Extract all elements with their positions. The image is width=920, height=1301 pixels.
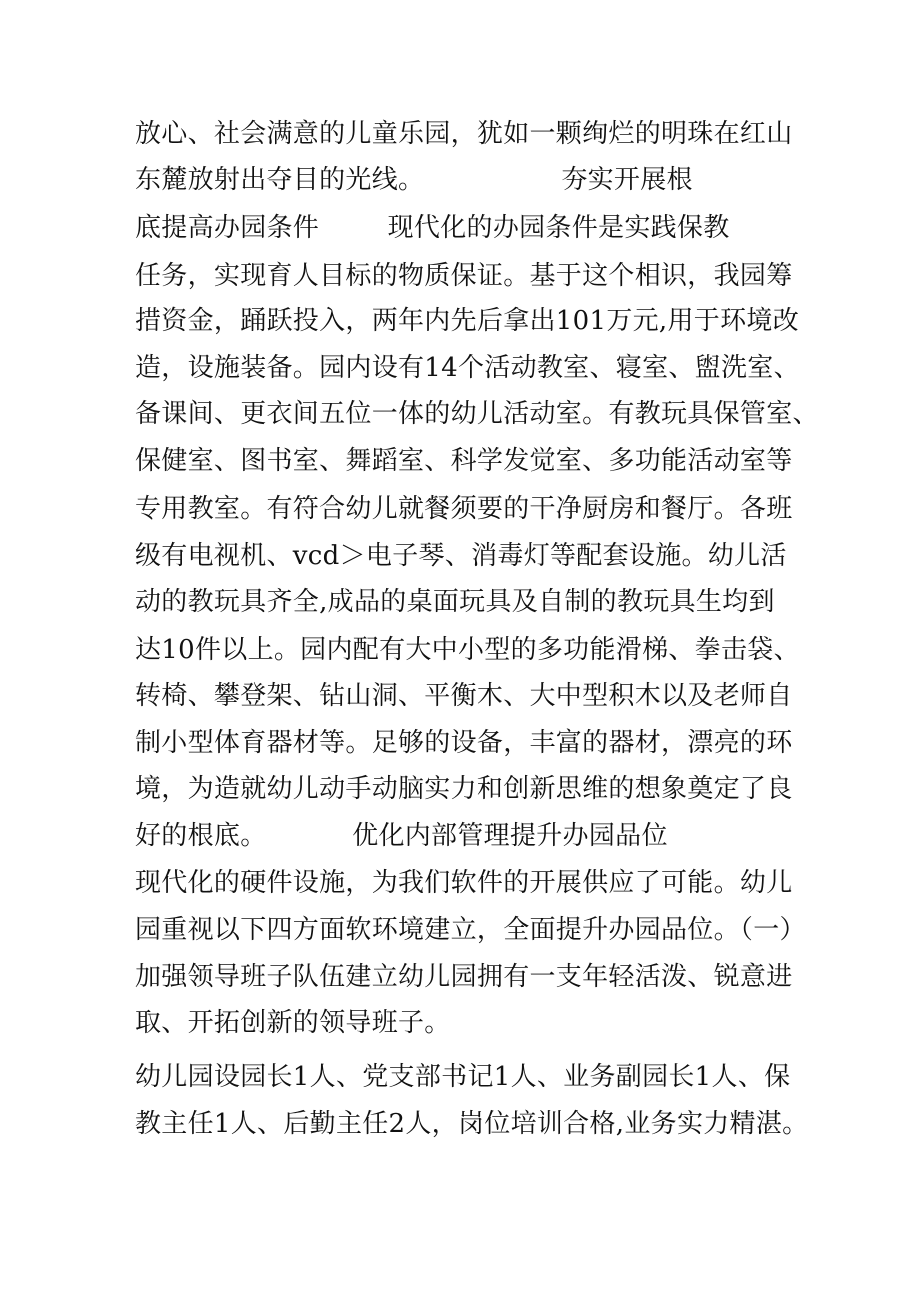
text-line: 境，为造就幼儿动手动脑实力和创新思维的想象奠定了良 [135, 774, 793, 804]
text-line: 造，设施装备。园内设有14个活动教室、寝室、盥洗室、 [135, 353, 800, 383]
text-line: 东麓放射出夺目的光线。 夯实开展根 [135, 165, 693, 195]
text-line: 放心、社会满意的儿童乐园，犹如一颗绚烂的明珠在红山 [135, 119, 793, 149]
text-line: 专用教室。有符合幼儿就餐须要的干净厨房和餐厅。各班 [135, 494, 793, 524]
text-line: 动的教玩具齐全,成品的桌面玩具及自制的教玩具生均到 [135, 587, 775, 617]
text-line: 转椅、攀登架、钻山洞、平衡木、大中型积木以及老师自 [135, 681, 793, 711]
text-line: 制小型体育器材等。足够的设备，丰富的器材，漂亮的环 [135, 728, 793, 758]
text-line: 底提高办园条件 现代化的办园条件是实践保教 [135, 213, 730, 243]
text-line: 加强领导班子队伍建立幼儿园拥有一支年轻活泼、锐意进 [135, 962, 793, 992]
text-line: 园重视以下四方面软环境建立，全面提升办园品位。（一） [135, 915, 806, 945]
text-line: 级有电视机、vcd＞电子琴、消毒灯等配套设施。幼儿活 [135, 541, 787, 571]
text-line: 任务，实现育人目标的物质保证。基于这个相识，我园筹 [135, 261, 793, 291]
text-line: 教主任1人、后勤主任2人，岗位培训合格,业务实力精湛。 [135, 1109, 809, 1139]
text-line: 措资金，踊跃投入，两年内先后拿出101万元,用于环境改 [135, 306, 799, 336]
text-line: 现代化的硬件设施，为我们软件的开展供应了可能。幼儿 [135, 868, 793, 898]
text-line: 好的根底。 优化内部管理提升办园品位 [135, 821, 668, 851]
text-line: 达10件以上。园内配有大中小型的多功能滑梯、拳击袋、 [135, 635, 800, 665]
text-line: 取、开拓创新的领导班子。 [135, 1008, 451, 1038]
text-line: 备课间、更衣间五位一体的幼儿活动室。有教玩具保管室、 [135, 399, 819, 429]
text-line: 保健室、图书室、舞蹈室、科学发觉室、多功能活动室等 [135, 446, 793, 476]
text-line: 幼儿园设园长1人、党支部书记1人、业务副园长1人、保 [135, 1062, 791, 1092]
